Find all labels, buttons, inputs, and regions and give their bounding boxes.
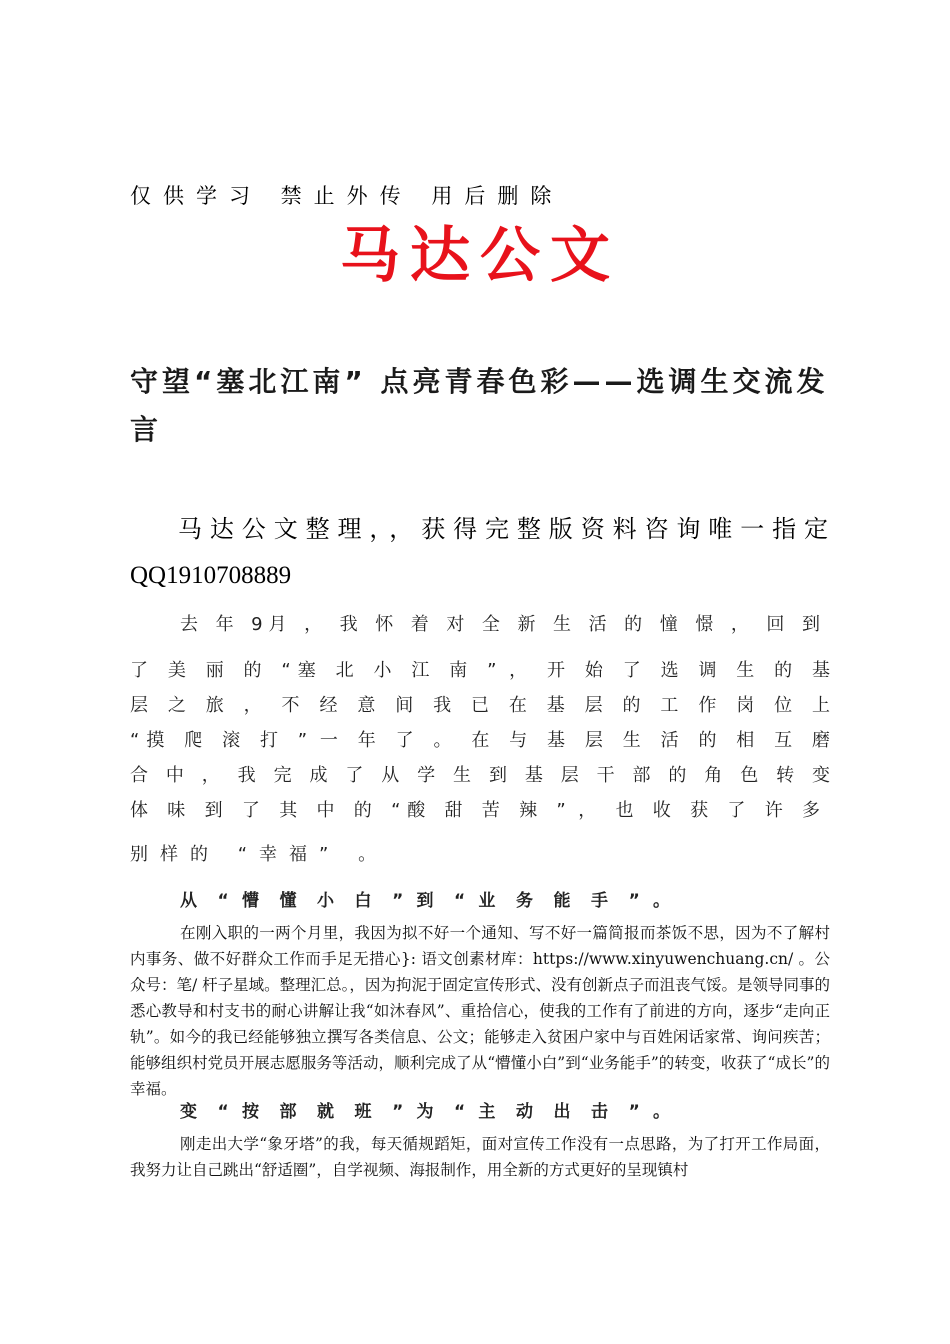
body-line-5: 合 中 ， 我 完 成 了 从 学 生 到 基 层 干 部 的 角 色 转 变 (130, 765, 830, 786)
body-line-6: 体 味 到 了 其 中 的 “酸 甜 苦 辣 ” ， 也 收 获 了 许 多 (130, 800, 820, 821)
body-line-4: “摸 爬 滚 打 ” 一 年 了 。 在 与 基 层 生 活 的 相 互 磨 (130, 730, 830, 751)
body-line-7: 别样的 “幸福” 。 (130, 844, 389, 865)
body-line-2: 了 美 丽 的 “塞 北 小 江 南 ” ， 开 始 了 选 调 生 的 基 (130, 660, 830, 681)
section-paragraph-2: 刚走出大学“象牙塔”的我，每天循规蹈矩，面对宣传工作没有一点思路，为了打开工作局面，我努力让自己跳出“舒适圈”，自学视频、海报制作，用全新的方式更好的呈现镇村 (130, 1135, 830, 1179)
section-paragraph-1: 在刚入职的一两个月里，我因为拟不好一个通知、写不好一篇简报而茶饭不思，因为不了解村内事务、做不好群众工作而手足无措心}: 语文创素材库：https://www.xinyuwenchuang.cn/ 。公众号：笔/ 杆子星域。整理汇总。，因为拘泥于固定宣传形式、没有创新点子而沮丧气馁。是领导同事的悉心教导和村支书的耐心讲解让我“如沐春风”、重拾信心，使我的工作有了前进的方向，逐步“走向正轨”。如今的我已经能够独立撰写各类信息、公文；能够走入贫困户家中与百姓闲话家常、询问疾苦；能够组织村党员开展志愿服务等活动，顺利完成了从“懵懂小白”到“业务能手”的转变，收获了“成长”的幸福。 (130, 924, 830, 1098)
body-line-3: 层 之 旅 ， 不 经 意 间 我 已 在 基 层 的 工 作 岗 位 上 (130, 695, 830, 716)
brand-title: 马达公文 (340, 221, 620, 291)
contact-qq: QQ1910708889 (130, 562, 292, 589)
intro-text: 马达公文整理，，获得完整版资料咨询唯一指定 (178, 515, 830, 543)
body-line-1: 去 年 9月 ， 我 怀 着 对 全 新 生 活 的 憧 憬 ， 回 到 (180, 614, 820, 635)
document-title: 守望“塞北江南” 点亮青春色彩——选调生交流发言 (130, 365, 829, 446)
section-heading-2: 变 “ 按 部 就 班 ” 为 “ 主 动 出 击 ” 。 (180, 1102, 670, 1122)
usage-notice: 仅供学习 禁止外传 用后删除 (130, 184, 564, 208)
intro-paragraph (130, 506, 830, 599)
section-heading-1: 从 “ 懵 懂 小 白 ” 到 “ 业 务 能 手 ” 。 (180, 891, 670, 911)
